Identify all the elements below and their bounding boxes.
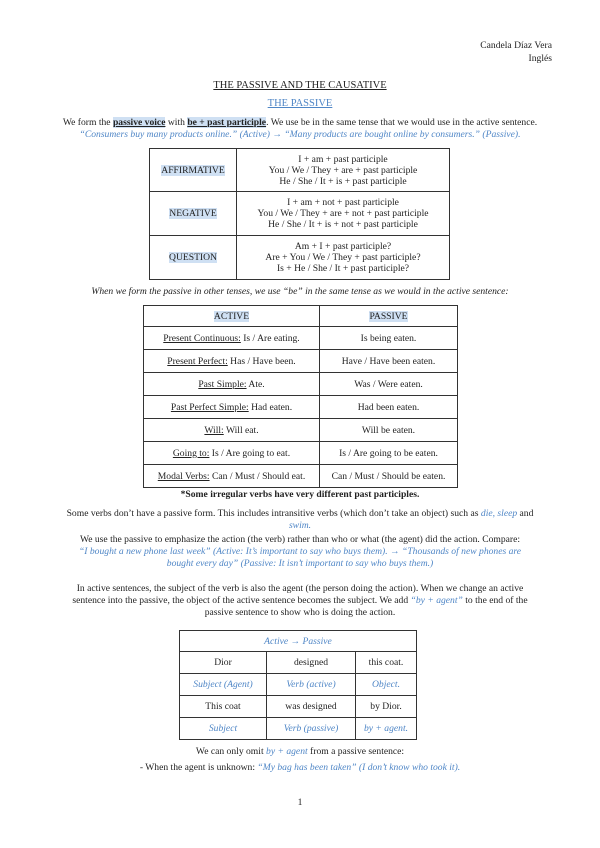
passive-forms-table: [149, 148, 450, 280]
table-row: Modal Verbs: Can / Must / Should eat. Can / Must / Should be eaten.: [144, 465, 458, 488]
emphasis-example-2: bought every day” (Passive: It isn’t important to say who buys them.): [166, 558, 434, 569]
agent-paragraph-3: passive sentence to show who is doing the action.: [204, 607, 396, 618]
emphasis-example-1: “I bought a new phone last week” (Active: It’s important to say who buys them). → “Thousands of new phones are: [78, 546, 522, 557]
emphasis-paragraph: We use the passive to emphasize the action (the verb) rather than who or what (the agent) did the action. Compare:: [79, 534, 521, 545]
form-label: AFFIRMATIVE: [161, 164, 225, 176]
table-row: Will: Will eat. Will be eaten.: [144, 419, 458, 442]
table-row: Subject (Agent) Verb (active) Object.: [180, 674, 417, 696]
agent-paragraph-1: In active sentences, the subject of the verb is also the agent (the person doing the action). When we change an active: [76, 583, 524, 594]
table-row: Past Perfect Simple: Had eaten. Had been eaten.: [144, 396, 458, 419]
intro-example: “Consumers buy many products online.” (Active) → “Many products are bought online by consumers.” (Passive).: [79, 129, 521, 140]
section-title: THE PASSIVE: [267, 98, 333, 109]
irregular-note: *Some irregular verbs have very different past participles.: [180, 489, 420, 500]
be-past-participle-term: be + past participle: [187, 117, 267, 128]
table-header-row: ACTIVE PASSIVE: [144, 306, 458, 327]
form-label: NEGATIVE: [169, 208, 217, 219]
header: [440, 39, 552, 65]
omit-example: - When the agent is unknown: “My bag has been taken” (I don’t know who took it).: [139, 762, 461, 773]
intransitive-example: swim.: [288, 520, 312, 531]
agent-paragraph-2: sentence into the passive, the object of the active sentence becomes the subject. We add “by + agent” to the end of the: [72, 595, 528, 606]
tenses-table: [143, 305, 458, 488]
intransitive-paragraph: Some verbs don’t have a passive form. This includes intransitive verbs (which don’t take an object) such as die, sleep and: [66, 508, 534, 519]
subject-name: Inglés: [528, 53, 552, 64]
table-row: Past Simple: Ate. Was / Were eaten.: [144, 373, 458, 396]
table-row: Subject Verb (passive) by + agent.: [180, 718, 417, 740]
passive-voice-term: passive voice: [112, 117, 166, 128]
tenses-intro: When we form the passive in other tenses, we use “be” in the same tense as we would in the active sentence:: [91, 286, 509, 297]
table-row: NEGATIVE I + am + not + past participle You / We / They + are + not + past participle He / She / It + is + not + past participle: [150, 192, 450, 236]
table-header-row: Active → Passive: [180, 631, 417, 652]
table-row: Present Perfect: Has / Have been. Have / Have been eaten.: [144, 350, 458, 373]
form-label: QUESTION: [169, 252, 217, 263]
table-row: Present Continuous: Is / Are eating. Is being eaten.: [144, 327, 458, 350]
table-row: AFFIRMATIVE I + am + past participle You / We / They + are + past participle He / She / It + is + past participle: [150, 149, 450, 192]
omit-paragraph: We can only omit by + agent from a passive sentence:: [195, 746, 405, 757]
intro-paragraph: We form the passive voice with be + past participle. We use be in the same tense that we would use in the active sentence.: [62, 117, 538, 128]
page-title: THE PASSIVE AND THE CAUSATIVE: [213, 80, 387, 91]
author-name: Candela Díaz Vera: [480, 40, 552, 51]
table-row: This coat was designed by Dior.: [180, 696, 417, 718]
table-row: Dior designed this coat.: [180, 652, 417, 674]
table-row: QUESTION Am + I + past participle? Are + You / We / They + past participle? Is + He / She / It + past participle?: [150, 236, 450, 280]
page-number: 1: [297, 797, 303, 808]
agent-table: [179, 630, 417, 740]
table-row: Going to: Is / Are going to eat. Is / Are going to be eaten.: [144, 442, 458, 465]
